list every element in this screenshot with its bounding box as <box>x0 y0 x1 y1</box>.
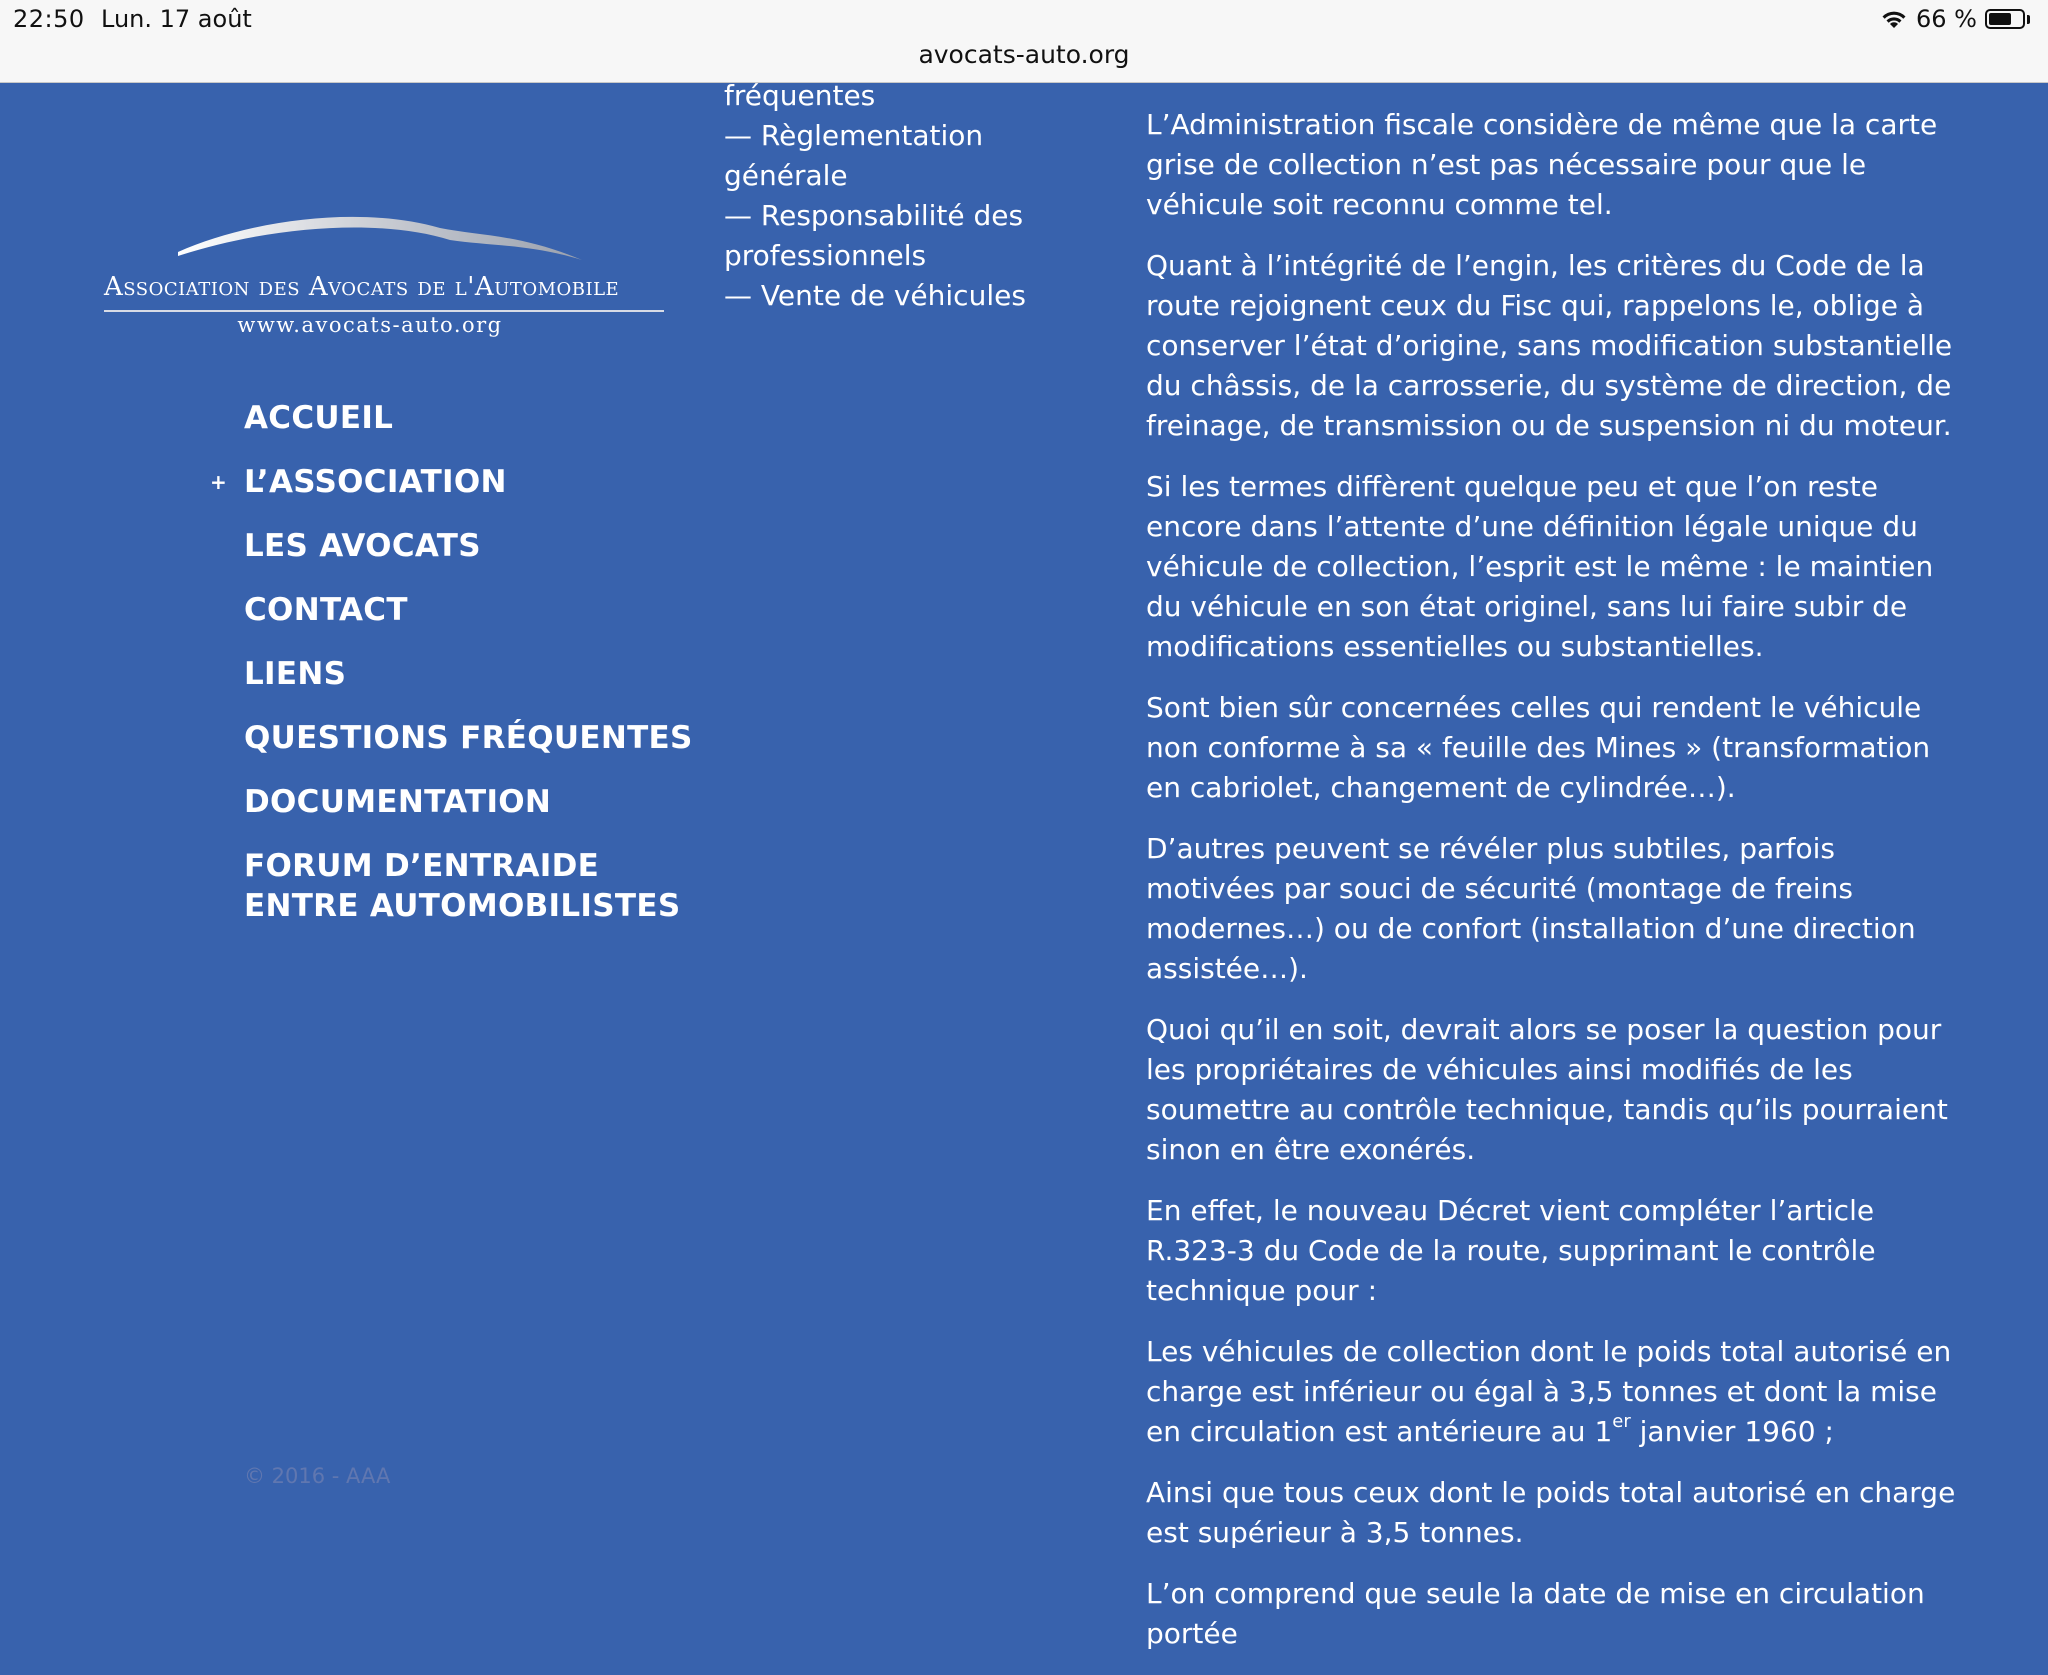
main-navigation <box>210 398 693 950</box>
article-paragraph: L’Administration fiscale considère de même que la carte grise de collection n’est pas nécessaire pour que le véhicule soit reconnu comme tel. <box>1146 108 1938 221</box>
nav-item-liens[interactable]: LIENS <box>244 656 347 692</box>
nav-item-association[interactable] <box>210 462 693 502</box>
battery-percentage: 66 % <box>1916 5 1977 33</box>
battery-icon <box>1985 9 2025 29</box>
nav-item-accueil[interactable]: ACCUEIL <box>244 400 394 436</box>
nav-item-documentation[interactable]: DOCUMENTATION <box>244 784 552 820</box>
sublist-item[interactable]: — Règlementation générale <box>724 119 984 192</box>
subpage-list <box>724 76 1054 316</box>
expand-plus-icon[interactable]: + <box>210 470 228 494</box>
car-swoosh-graphic <box>100 200 590 270</box>
sublist-item[interactable]: — Responsabilité des professionnels <box>724 199 1024 272</box>
article-paragraph: Si les termes diffèrent quelque peu et que l’on reste encore dans l’attente d’une définition légale unique du véhicule de collection, l’esprit est le même : le maintien du véhicule en son état originel, sans lui faire subir de modifications essentielles ou substantielles. <box>1146 470 1934 663</box>
article-paragraph: En effet, le nouveau Décret vient compléter l’article R.323-3 du Code de la route, supprimant le contrôle technique pour : <box>1146 1194 1876 1307</box>
collection-text: Les véhicules de collection dont le poids total autorisé en charge est inférieur ou égal à 3,5 tonnes et dont la mise en circulation est antérieure au 1 <box>1146 1335 1952 1448</box>
article-content <box>1146 105 1966 1675</box>
logo-divider <box>104 310 664 312</box>
ordinal-superscript: er <box>1612 1410 1631 1432</box>
nav-item-association-label: L’ASSOCIATION <box>244 464 507 500</box>
article-paragraph: Sont bien sûr concernées celles qui rendent le véhicule non conforme à sa « feuille des Mines » (transformation en cabriolet, changement de cylindrée…). <box>1146 691 1931 804</box>
footer-copyright: © 2016 - AAA <box>244 1464 391 1488</box>
address-bar-url[interactable]: avocats-auto.org <box>918 40 1130 69</box>
article-paragraph: L’on comprend que seule la date de mise en circulation portée <box>1146 1577 1925 1650</box>
nav-item-contact[interactable]: CONTACT <box>244 592 408 628</box>
browser-status-bar <box>0 0 2048 83</box>
status-time: 22:50 <box>13 5 85 33</box>
logo-title: Association des Avocats de l'Automobile <box>104 272 620 302</box>
article-paragraph: Ainsi que tous ceux dont le poids total autorisé en charge est supérieur à 3,5 tonnes. <box>1146 1476 1956 1549</box>
site-logo[interactable] <box>100 200 670 350</box>
nav-item-forum[interactable]: FORUM D’ENTRAIDE ENTRE AUTOMOBILISTES <box>244 848 681 924</box>
wifi-icon <box>1880 9 1908 29</box>
status-indicators <box>1880 5 2030 33</box>
article-paragraph-collection <box>1146 1332 1966 1452</box>
sublist-item[interactable]: fréquentes <box>724 79 876 112</box>
article-paragraph: Quant à l’intégrité de l’engin, les critères du Code de la route rejoignent ceux du Fisc qui, rappelons le, oblige à conserver l’état d’origine, sans modification substantielle du châssis, de la carrosserie, du système de direction, de freinage, de transmission ou de suspension ni du moteur. <box>1146 249 1953 442</box>
status-date: Lun. 17 août <box>101 5 252 33</box>
logo-website: www.avocats-auto.org <box>237 313 503 337</box>
battery-tip <box>2027 15 2030 24</box>
article-paragraph: D’autres peuvent se révéler plus subtiles, parfois motivées par souci de sécurité (montage de freins modernes…) ou de confort (installation d’une direction assistée…). <box>1146 832 1916 985</box>
collection-text-end: janvier 1960 ; <box>1630 1415 1834 1448</box>
nav-item-questions[interactable]: QUESTIONS FRÉQUENTES <box>244 720 693 756</box>
sublist-item[interactable]: — Vente de véhicules <box>724 279 1026 312</box>
article-paragraph: Quoi qu’il en soit, devrait alors se poser la question pour les propriétaires de véhicules ainsi modifiés de les soumettre au contrôle technique, tandis qu’ils pourraient sinon en être exonérés. <box>1146 1013 1948 1166</box>
nav-item-avocats[interactable]: LES AVOCATS <box>244 528 481 564</box>
